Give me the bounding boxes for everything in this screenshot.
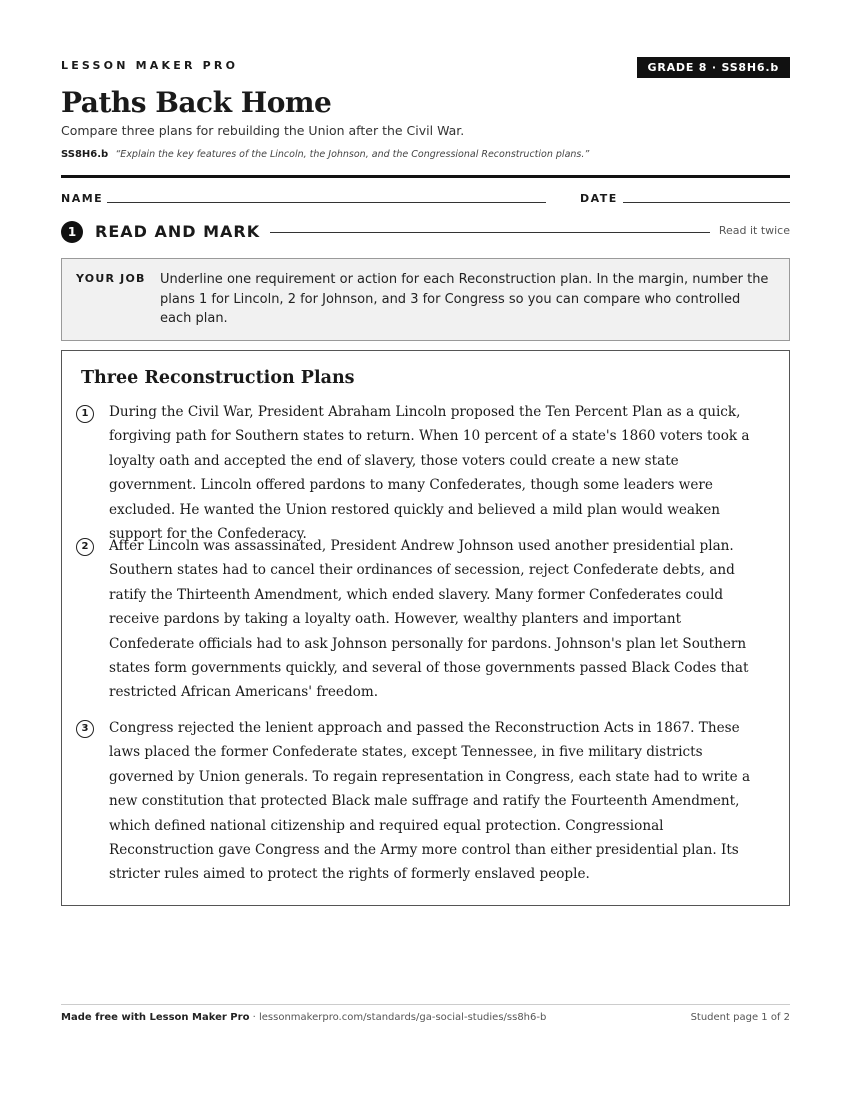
- section-read-and-mark: [61, 220, 790, 244]
- footer-page-number: Student page 1 of 2: [690, 1012, 790, 1023]
- reading-title: Three Reconstruction Plans: [81, 368, 355, 388]
- brand-name: LESSON MAKER PRO: [61, 59, 239, 72]
- your-job-label: YOUR JOB: [76, 272, 146, 285]
- footer-divider: [61, 1004, 790, 1005]
- name-field[interactable]: [107, 202, 546, 203]
- footer-url[interactable]: · lessonmakerpro.com/standards/ga-social-studies/ss8h6-b: [249, 1012, 547, 1023]
- paragraph-number-3: 3: [76, 720, 94, 738]
- section-title: READ AND MARK: [95, 222, 261, 241]
- paragraph-2: After Lincoln was assassinated, President Andrew Johnson used another presidential plan. Southern states had to cancel their ordinances of secession, reject Confederate debts, and ratify the Thirteenth Amendment, which ended slavery. Many former Confederates could receive pardons by taking a loyalty oath. However, wealthy planters and important Confederate officials had to ask Johnson personally for pardons. Johnson's plan let Southern states form governments quickly, and several of those governments passed Black Codes that restricted African Americans' freedom.: [109, 538, 749, 701]
- section-divider: [270, 232, 710, 233]
- page-subtitle: Compare three plans for rebuilding the Union after the Civil War.: [61, 123, 465, 138]
- grade-badge: GRADE 8 · SS8H6.b: [637, 57, 791, 78]
- name-label: NAME: [61, 192, 104, 205]
- standard-code: SS8H6.b: [61, 149, 109, 160]
- your-job-box: [61, 258, 790, 341]
- footer-made-with: Made free with Lesson Maker Pro: [61, 1012, 250, 1023]
- name-date-row: [61, 192, 790, 206]
- standard-text: “Explain the key features of the Lincoln, the Johnson, and the Congressional Reconstruction plans.”: [115, 149, 590, 160]
- paragraph-3: Congress rejected the lenient approach and passed the Reconstruction Acts in 1867. These laws placed the former Confederate states, except Tennessee, in five military districts governed by Union generals. To regain representation in Congress, each state had to write a new constitution that protected Black male suffrage and ratify the Fourteenth Amendment, which defined national citizenship and required equal protection. Congressional Reconstruction gave Congress and the Army more control than either presidential plan. Its stricter rules aimed to protect the rights of formerly enslaved people.: [109, 720, 751, 883]
- top-bar: [61, 57, 790, 78]
- section-hint: Read it twice: [718, 224, 790, 237]
- header-divider: [61, 175, 790, 178]
- paragraph-number-1: 1: [76, 405, 94, 423]
- standard-line: [61, 149, 589, 160]
- reading-passage: [61, 350, 790, 906]
- date-label: DATE: [580, 192, 618, 205]
- paragraph-1: During the Civil War, President Abraham Lincoln proposed the Ten Percent Plan as a quick, forgiving path for Southern states to return. When 10 percent of a state's 1860 voters took a loyalty oath and accepted the end of slavery, those voters could create a new state government. Lincoln offered pardons to many Confederates, though some leaders were excluded. He wanted the Union restored quickly and believed a mild plan would weaken support for the Confederacy.: [109, 404, 750, 543]
- your-job-text: Underline one requirement or action for each Reconstruction plan. In the margin, number the plans 1 for Lincoln, 2 for Johnson, and 3 for Congress so you can compare who controlled each plan.: [160, 272, 769, 326]
- section-number-badge: 1: [61, 221, 83, 243]
- page-title: Paths Back Home: [61, 86, 332, 119]
- paragraph-number-2: 2: [76, 538, 94, 556]
- worksheet-page: [61, 0, 790, 1100]
- footer: [61, 1012, 790, 1023]
- date-field[interactable]: [623, 202, 790, 203]
